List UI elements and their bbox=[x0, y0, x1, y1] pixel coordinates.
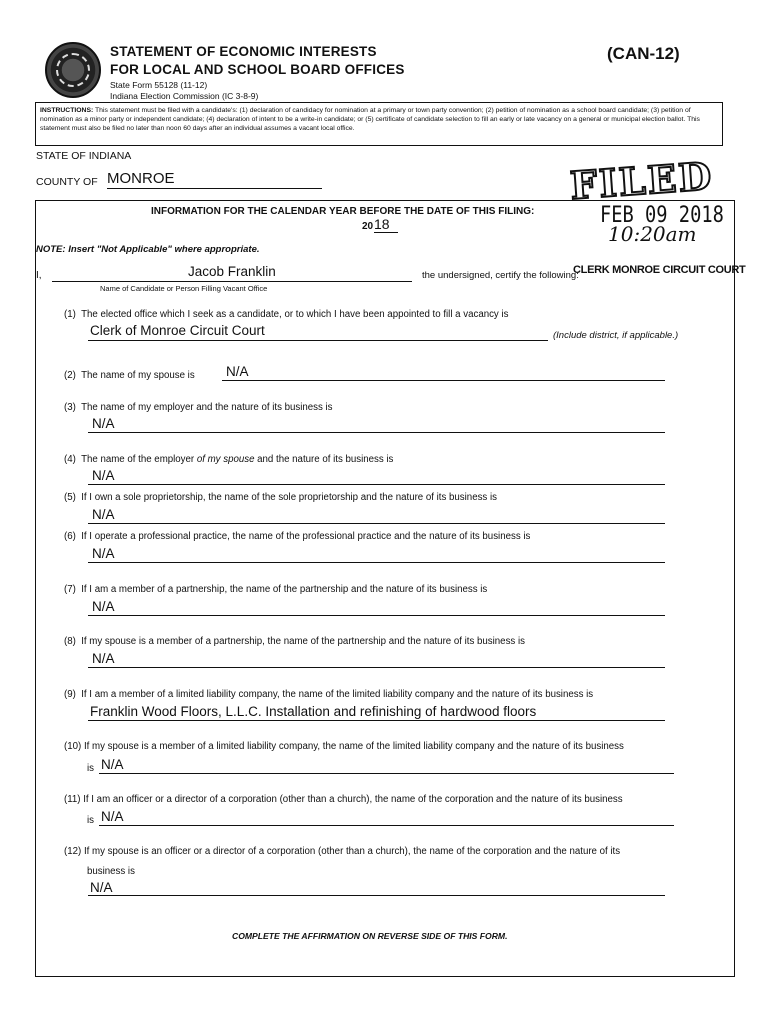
answer-11-field[interactable]: N/A bbox=[101, 809, 124, 824]
question-6: (6) If I operate a professional practice, the name of the professional practice and the nature of its business is bbox=[64, 531, 531, 542]
answer-7-field[interactable]: N/A bbox=[92, 599, 115, 614]
answer-12-field[interactable]: N/A bbox=[90, 880, 113, 895]
answer-4-field[interactable]: N/A bbox=[92, 468, 115, 483]
answer-2-field[interactable]: N/A bbox=[226, 364, 249, 379]
question-11: (11) If I am an officer or a director of a corporation (other than a church), the name of the corporation and the nature of its business bbox=[64, 794, 623, 805]
question-7: (7) If I am a member of a partnership, the name of the partnership and the nature of its business is bbox=[64, 584, 488, 595]
commission: Indiana Election Commission (IC 3-8-9) bbox=[110, 91, 259, 101]
answer-3-field[interactable]: N/A bbox=[92, 416, 115, 431]
info-heading: INFORMATION FOR THE CALENDAR YEAR BEFORE THE DATE OF THIS FILING: bbox=[151, 206, 535, 217]
answer-3-line bbox=[88, 432, 665, 433]
question-9: (9) If I am a member of a limited liability company, the name of the limited liability company and the nature of its business is bbox=[64, 689, 594, 700]
form-number: State Form 55128 (11-12) bbox=[110, 80, 208, 90]
answer-8-field[interactable]: N/A bbox=[92, 651, 115, 666]
question-12: (12) If my spouse is an officer or a director of a corporation (other than a church), the name of the corporation and the nature of its bbox=[64, 846, 621, 857]
answer-4-line bbox=[88, 484, 665, 485]
form-title-line2: FOR LOCAL AND SCHOOL BOARD OFFICES bbox=[110, 62, 405, 77]
answer-11-line bbox=[99, 825, 674, 826]
answer-1-field[interactable]: Clerk of Monroe Circuit Court bbox=[90, 323, 265, 338]
answer-9-field[interactable]: Franklin Wood Floors, L.L.C. Installation and refinishing of hardwood floors bbox=[90, 704, 537, 719]
question-8: (8) If my spouse is a member of a partnership, the name of the partnership and the nature of its business is bbox=[64, 636, 525, 647]
i-label: I, bbox=[36, 270, 42, 281]
question-1-suffix: (Include district, if applicable.) bbox=[553, 330, 679, 341]
answer-1-line bbox=[88, 340, 548, 341]
instructions-label: INSTRUCTIONS: bbox=[40, 107, 94, 114]
question-3: (3) The name of my employer and the nature of its business is bbox=[64, 402, 333, 413]
answer-10-line bbox=[99, 773, 674, 774]
question-10: (10) If my spouse is a member of a limited liability company, the name of the limited liability company and the nature of its business bbox=[64, 741, 624, 752]
answer-6-field[interactable]: N/A bbox=[92, 546, 115, 561]
footer-instruction: COMPLETE THE AFFIRMATION ON REVERSE SIDE OF THIS FORM. bbox=[232, 931, 508, 941]
question-10-is: is bbox=[87, 763, 94, 774]
note: NOTE: Insert "Not Applicable" where appropriate. bbox=[36, 244, 260, 255]
certify-text: the undersigned, certify the following: bbox=[422, 270, 579, 281]
answer-5-line bbox=[88, 523, 665, 524]
answer-6-line bbox=[88, 562, 665, 563]
question-5: (5) If I own a sole proprietorship, the name of the sole proprietorship and the nature of its business is bbox=[64, 492, 497, 503]
filed-stamp: FILED bbox=[568, 153, 715, 208]
question-11-is: is bbox=[87, 815, 94, 826]
year-prefix: 20 bbox=[362, 221, 374, 232]
instructions-box bbox=[35, 102, 723, 146]
clerk-stamp: CLERK MONROE CIRCUIT COURT bbox=[573, 264, 746, 276]
candidate-name-field[interactable]: Jacob Franklin bbox=[188, 264, 276, 279]
answer-7-line bbox=[88, 615, 665, 616]
answer-12-line bbox=[88, 895, 665, 896]
answer-10-field[interactable]: N/A bbox=[101, 757, 124, 772]
question-12-cont: business is bbox=[87, 866, 135, 877]
county-label: COUNTY OF bbox=[36, 176, 98, 188]
answer-5-field[interactable]: N/A bbox=[92, 507, 115, 522]
county-field[interactable]: MONROE bbox=[107, 170, 322, 189]
stamp-date: FEB 09 2018 bbox=[600, 203, 724, 228]
state-seal-icon bbox=[45, 42, 101, 98]
question-2: (2) The name of my spouse is bbox=[64, 370, 195, 381]
question-1: (1) The elected office which I seek as a candidate, or to which I have been appointed to fill a vacancy is bbox=[64, 309, 509, 320]
question-4: (4) The name of the employer of my spouse and the nature of its business is bbox=[64, 454, 394, 465]
name-caption: Name of Candidate or Person Filling Vacant Office bbox=[100, 284, 268, 293]
state-label: STATE OF INDIANA bbox=[36, 150, 132, 162]
answer-8-line bbox=[88, 667, 665, 668]
answer-2-line bbox=[222, 380, 665, 381]
instructions-text: This statement must be filed with a candidate's: (1) declaration of candidacy for nomination at a primary or town party convention; (2) petition of nomination as a school board candidate; (3) petition of nomination as a minor party or independent candidate; (4) declaration of intent to be a write-in candidate; or (5) certificate of candidate selection to fill an early or late vacancy on a general or municipal election ballot. This statement must also be filed no later than noon 60 days after an individual assumes a vacant local office. bbox=[40, 107, 700, 133]
form-code: (CAN-12) bbox=[607, 44, 680, 63]
answer-9-line bbox=[88, 720, 665, 721]
form-title-line1: STATEMENT OF ECONOMIC INTERESTS bbox=[110, 44, 377, 59]
stamp-time: 10:20am bbox=[608, 222, 697, 246]
year-field[interactable]: 18 bbox=[374, 216, 398, 233]
